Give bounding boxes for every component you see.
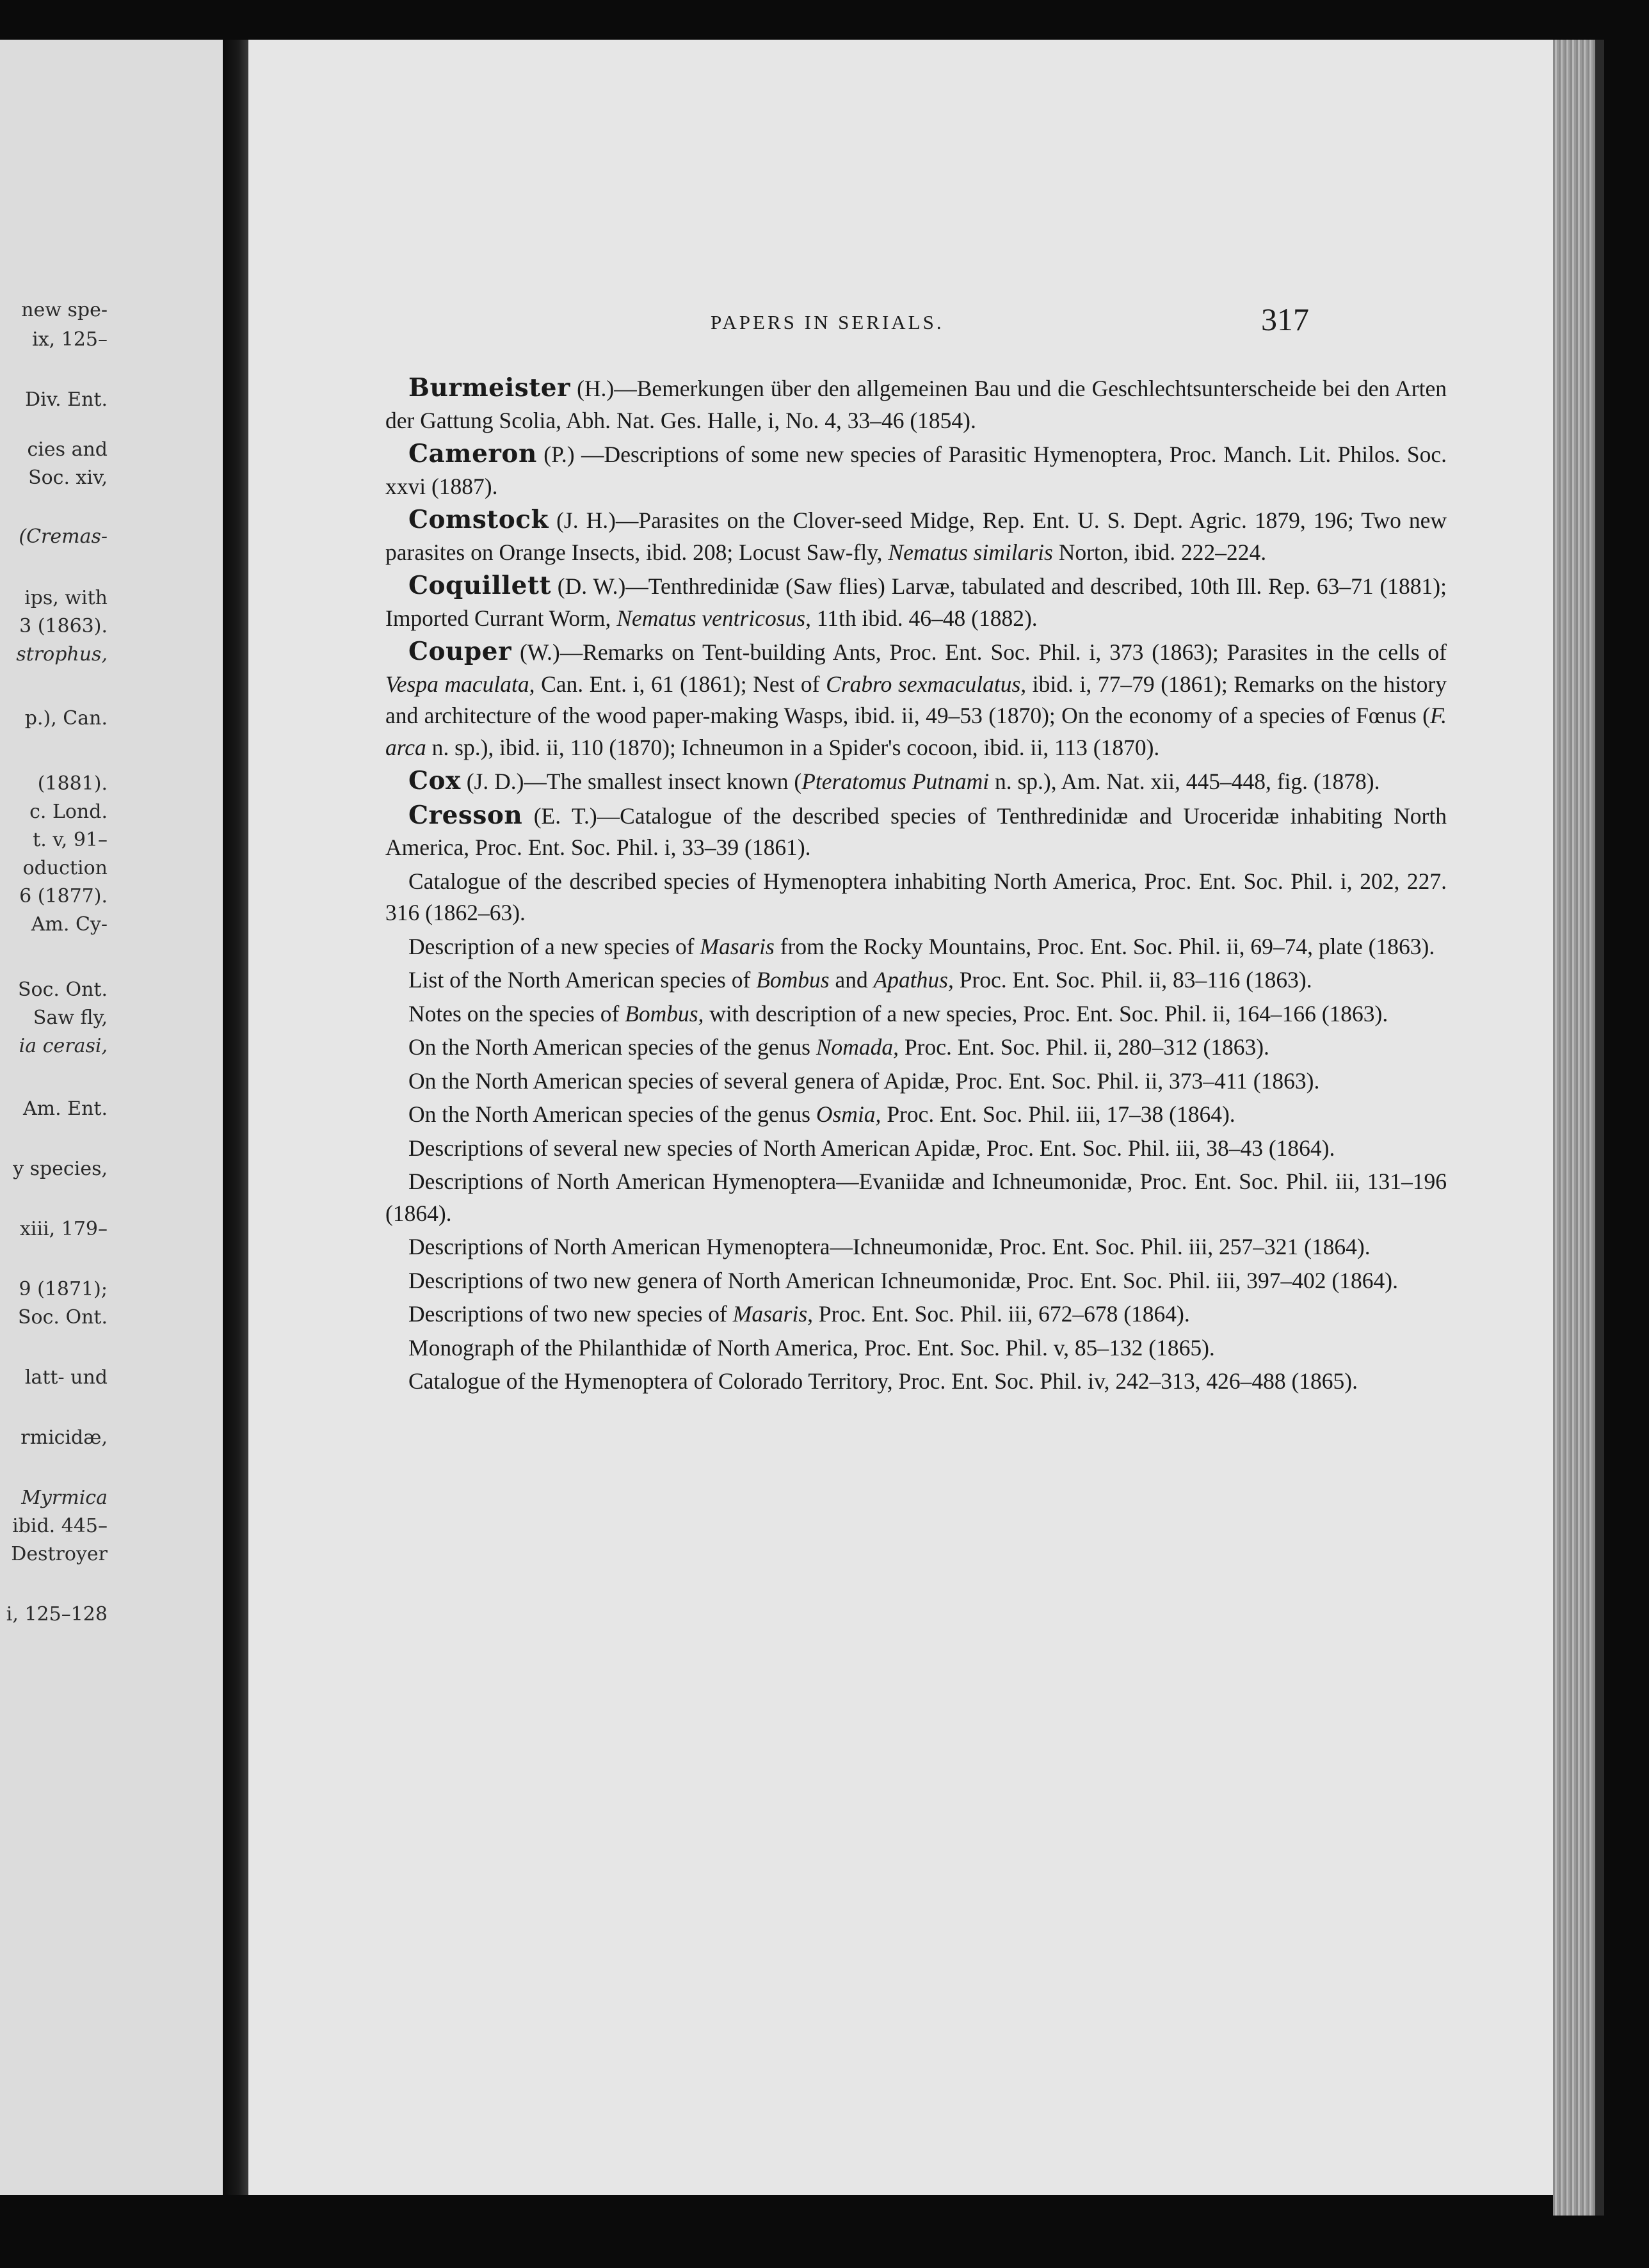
entry-text: Descriptions of two new species of [408, 1301, 733, 1327]
entry-text: from the Rocky Mountains, Proc. Ent. Soc. Phil. ii, 69–74, plate (1863). [774, 933, 1435, 959]
left-page-line-fragment: Soc. Ont. [18, 1307, 108, 1329]
bibliography-entries [385, 372, 1447, 1400]
italic-taxon-text: Vespa maculata, [385, 671, 535, 697]
entry-text: Proc. Ent. Soc. Phil. ii, 83–116 (1863). [953, 967, 1312, 993]
bibliography-entry [385, 1032, 1447, 1064]
page-number: 317 [1261, 301, 1309, 337]
entry-text: Can. Ent. i, 61 (1861); Nest of [535, 671, 826, 697]
book-page [248, 40, 1553, 2195]
left-page-line-fragment: ibid. 445– [12, 1515, 108, 1537]
author-name: Cameron [408, 439, 537, 468]
left-page-line-fragment: Destroyer [11, 1544, 108, 1565]
entry-text: 11th ibid. 46–48 (1882). [810, 605, 1038, 631]
left-page-line-fragment: p.), Can. [24, 708, 108, 730]
author-name: Coquillett [408, 571, 551, 600]
left-page-line-fragment: 3 (1863). [19, 616, 108, 637]
left-page-line-fragment: (1881). [37, 773, 108, 795]
page-edge-shadow [1595, 40, 1604, 2216]
bibliography-entry [385, 1332, 1447, 1364]
italic-taxon-text: Apathus, [873, 967, 954, 993]
bibliography-entry [385, 504, 1447, 568]
bibliography-entry [385, 866, 1447, 929]
left-page-line-fragment: Am. Cy- [31, 914, 108, 936]
entry-text: ibid. i, 77–79 (1861); Remarks on the history and architecture of the wood paper-making Wasps, ibid. ii, 49–53 (1870); On the economy of a species of Fœnus ( [385, 671, 1447, 728]
left-page-line-fragment: oduction [22, 858, 108, 879]
left-page-line-fragment: ips, with [24, 587, 108, 609]
italic-taxon-text: F. arca [385, 703, 1447, 760]
entry-text: (J. D.)—The smallest insect known ( [460, 769, 802, 794]
entry-text: On the North American species of the genus [408, 1034, 816, 1060]
left-page-line-fragment: c. Lond. [29, 801, 108, 823]
book-gutter [223, 40, 248, 2195]
entry-text: Descriptions of two new genera of North American Ichneumonidæ, Proc. Ent. Soc. Phil. iii, 397–402 (1864). [408, 1267, 1398, 1293]
italic-taxon-text: Pteratomus Putnami [801, 769, 990, 794]
author-name: Comstock [408, 505, 549, 534]
entry-text: n. sp.), Am. Nat. xii, 445–448, fig. (1878). [989, 769, 1380, 794]
italic-taxon-text: Masaris [700, 933, 775, 959]
entry-text: Norton, ibid. 222–224. [1052, 539, 1267, 565]
bibliography-entry [385, 1298, 1447, 1330]
entry-text: n. sp.), ibid. ii, 110 (1870); Ichneumon in a Spider's cocoon, ibid. ii, 113 (1870). [426, 734, 1160, 760]
entry-text: List of the North American species of [408, 967, 757, 993]
entry-text: On the North American species of the genus [408, 1101, 816, 1127]
bibliography-entry [385, 372, 1447, 436]
left-page-line-fragment: t. v, 91– [33, 829, 108, 851]
left-page-line-fragment: 6 (1877). [19, 886, 108, 907]
italic-taxon-text: Nematus ventricosus, [616, 605, 811, 631]
entry-text: (D. W.)—Tenthredinidæ (Saw flies) Larvæ, tabulated and described, 10th Ill. Rep. 63–71 (1881); Imported Currant Worm, [385, 573, 1447, 631]
bibliography-entry [385, 1366, 1447, 1398]
entry-text: Notes on the species of [408, 1000, 625, 1026]
left-page-line-fragment: Div. Ent. [25, 389, 108, 411]
bibliography-entry [385, 765, 1447, 798]
left-page-line-fragment: ia cerasi, [19, 1035, 108, 1057]
bibliography-entry [385, 570, 1447, 634]
entry-text: and [829, 967, 874, 993]
entry-text: Proc. Ent. Soc. Phil. iii, 672–678 (1864). [813, 1301, 1190, 1327]
entry-text: Description of a new species of [408, 933, 700, 959]
italic-taxon-text: Bombus [756, 967, 830, 993]
bibliography-entry [385, 1231, 1447, 1263]
left-page-line-fragment: Am. Ent. [23, 1098, 108, 1120]
left-page-line-fragment: cies and [27, 439, 108, 461]
italic-taxon-text: Nematus similaris [888, 539, 1053, 565]
left-page-line-fragment: strophus, [16, 644, 108, 666]
previous-page-fragment [0, 40, 223, 2195]
bibliography-entry [385, 636, 1447, 763]
page-stack-edge [1553, 40, 1595, 2216]
left-page-line-fragment: (Cremas- [19, 526, 108, 548]
left-page-line-fragment: i, 125–128 [6, 1604, 108, 1625]
bibliography-entry [385, 1265, 1447, 1297]
author-name: Cox [408, 766, 461, 795]
left-page-line-fragment: 9 (1871); [19, 1279, 108, 1300]
entry-text: Monograph of the Philanthidæ of North America, Proc. Ent. Soc. Phil. v, 85–132 (1865). [408, 1334, 1215, 1361]
left-page-line-fragment: rmicidæ, [20, 1427, 108, 1449]
italic-taxon-text: Bombus, [625, 1000, 704, 1026]
author-name: Cresson [408, 800, 523, 830]
italic-taxon-text: Masaris, [732, 1301, 814, 1327]
bibliography-entry [385, 1099, 1447, 1131]
left-page-line-fragment: Saw fly, [33, 1007, 108, 1029]
italic-taxon-text: Crabro sexmaculatus, [826, 671, 1027, 697]
bibliography-entry [385, 998, 1447, 1030]
left-page-line-fragment: Soc. xiv, [28, 467, 108, 489]
entry-text: On the North American species of several genera of Apidæ, Proc. Ent. Soc. Phil. ii, 373–411 (1863). [408, 1067, 1320, 1094]
bibliography-entry [385, 1133, 1447, 1165]
entry-text: with description of a new species, Proc. Ent. Soc. Phil. ii, 164–166 (1863). [704, 1000, 1388, 1026]
entry-text: Descriptions of several new species of North American Apidæ, Proc. Ent. Soc. Phil. iii, 38–43 (1864). [408, 1135, 1335, 1161]
left-page-line-fragment: new spe- [21, 299, 108, 321]
entry-text: (H.)—Bemerkungen über den allgemeinen Bau und die Geschlechtsunterscheide bei den Arten der Gattung Scolia, Abh. Nat. Ges. Halle, i, No. 4, 33–46 (1854). [385, 376, 1447, 433]
author-name: Burmeister [408, 373, 571, 403]
left-page-line-fragment: xiii, 179– [19, 1218, 108, 1240]
italic-taxon-text: Osmia, [816, 1101, 881, 1127]
bibliography-entry [385, 964, 1447, 996]
entry-text: Catalogue of the described species of Hymenoptera inhabiting North America, Proc. Ent. Soc. Phil. i, 202, 227. 316 (1862–63). [385, 868, 1447, 925]
bibliography-entry [385, 1066, 1447, 1098]
left-page-line-fragment: ix, 125– [32, 329, 108, 351]
bibliography-entry [385, 800, 1447, 864]
left-page-line-fragment: Soc. Ont. [18, 979, 108, 1001]
entry-text: Descriptions of North American Hymenoptera—Ichneumonidæ, Proc. Ent. Soc. Phil. iii, 257–321 (1864). [408, 1234, 1371, 1259]
entry-text: Catalogue of the Hymenoptera of Colorado Territory, Proc. Ent. Soc. Phil. iv, 242–313, 426–488 (1865). [408, 1368, 1358, 1394]
author-name: Couper [408, 637, 512, 666]
entry-text: Proc. Ent. Soc. Phil. iii, 17–38 (1864). [881, 1101, 1235, 1127]
entry-text: (E. T.)—Catalogue of the described species of Tenthredinidæ and Uroceridæ inhabiting North America, Proc. Ent. Soc. Phil. i, 33–39 (1861). [385, 803, 1447, 860]
entry-text: Proc. Ent. Soc. Phil. ii, 280–312 (1863). [899, 1034, 1269, 1060]
left-page-line-fragment: y species, [13, 1158, 108, 1180]
bibliography-entry [385, 1166, 1447, 1229]
left-page-line-fragment: latt- und [24, 1367, 108, 1389]
bibliography-entry [385, 931, 1447, 963]
bibliography-entry [385, 438, 1447, 502]
entry-text: Descriptions of North American Hymenoptera—Evaniidæ and Ichneumonidæ, Proc. Ent. Soc. Phil. iii, 131–196 (1864). [385, 1169, 1447, 1226]
left-page-line-fragment: Myrmica [21, 1487, 108, 1509]
running-title: PAPERS IN SERIALS. [711, 311, 944, 333]
entry-text: (P.) —Descriptions of some new species of Parasitic Hymenoptera, Proc. Manch. Lit. Philos. Soc. xxvi (1887). [385, 442, 1447, 499]
entry-text: (W.)—Remarks on Tent-building Ants, Proc. Ent. Soc. Phil. i, 373 (1863); Parasites in the cells of [511, 639, 1447, 665]
italic-taxon-text: Nomada, [816, 1034, 899, 1060]
entry-text: (J. H.)—Parasites on the Clover-seed Midge, Rep. Ent. U. S. Dept. Agric. 1879, 196; Two new parasites on Orange Insects, ibid. 208; Locust Saw-fly, [385, 507, 1447, 565]
